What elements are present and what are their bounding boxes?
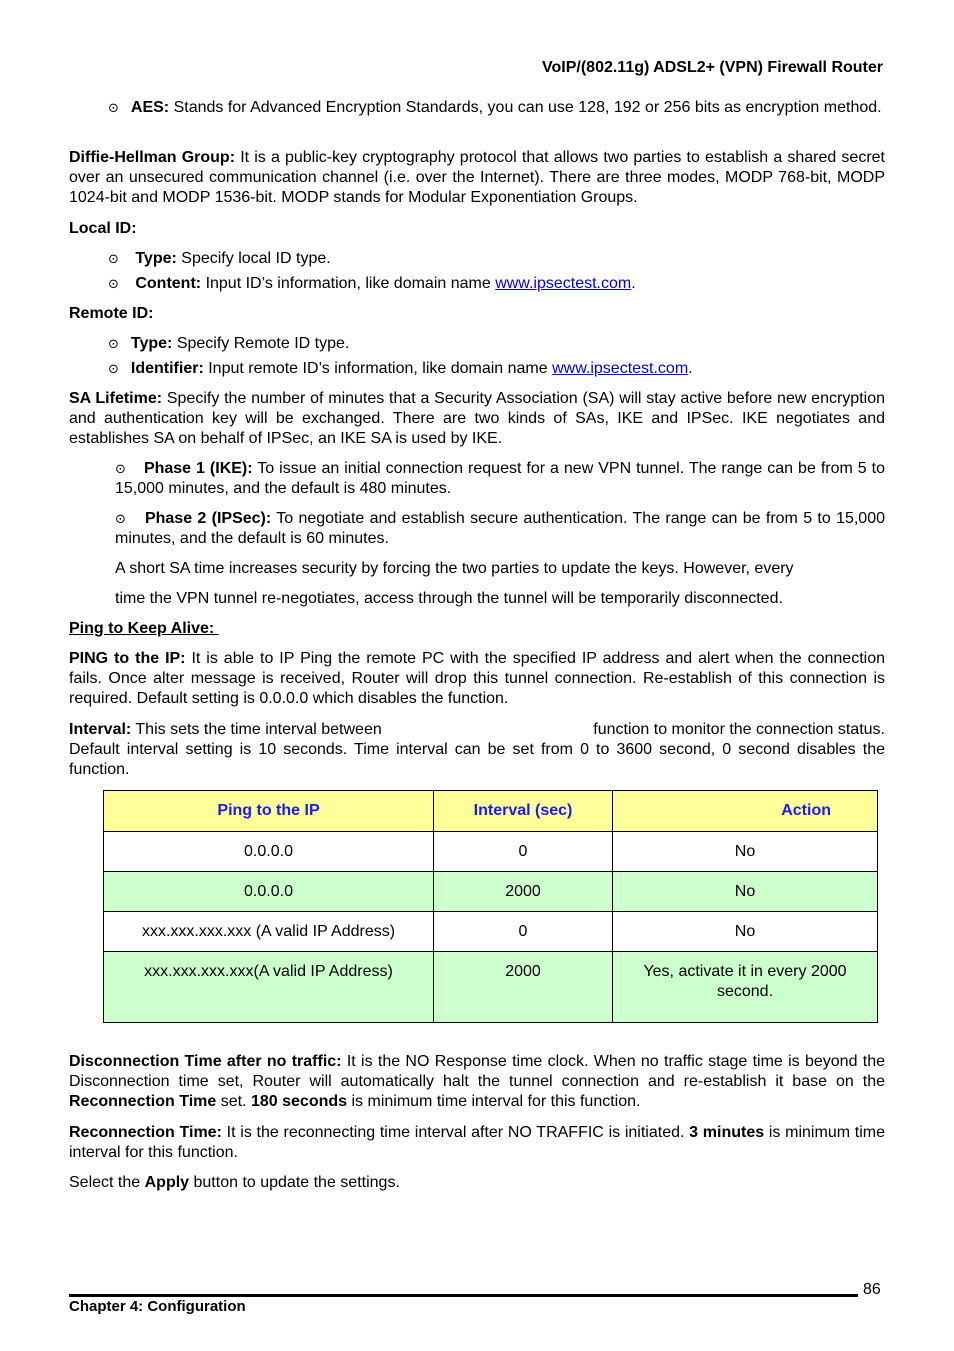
table-header-interval: Interval (sec) [434, 791, 613, 832]
local-id-content-item [108, 274, 636, 294]
table-cell-interval: 0 [434, 832, 613, 872]
disconnect-paragraph [69, 1052, 885, 1112]
reconnect-bold-minutes: 3 minutes [689, 1124, 765, 1141]
dh-paragraph [69, 148, 885, 208]
apply-bold: Apply [144, 1174, 190, 1191]
local-id-type-label: Type: [135, 250, 177, 267]
remote-id-heading: Remote ID: [69, 305, 154, 322]
table-row [104, 952, 878, 1023]
bullet-icon: ⊙ [108, 276, 119, 291]
table-cell-interval: 0 [434, 912, 613, 952]
interval-part2: function to monitor the connection status. [593, 721, 885, 738]
local-id-content-text: Input ID’s information, like domain name [205, 275, 496, 292]
ping-heading [69, 619, 219, 639]
table-cell-ip: 0.0.0.0 [104, 872, 434, 912]
table-cell-action: Yes, activate it in every 2000 second. [613, 952, 878, 1023]
ping-ip-paragraph [69, 649, 885, 709]
interval-line1-start [69, 720, 382, 740]
remote-id-type-label: Type: [130, 335, 173, 352]
bullet-icon: ⊙ [108, 336, 119, 351]
bullet-icon: ⊙ [115, 511, 126, 526]
table-cell-ip: xxx.xxx.xxx.xxx(A valid IP Address) [104, 952, 434, 1023]
remote-id-type-item [108, 334, 349, 354]
remote-id-type-text: Specify Remote ID type. [176, 335, 350, 352]
page-number: 86 [863, 1281, 881, 1298]
interval-label: Interval: [69, 721, 132, 738]
bullet-icon: ⊙ [115, 461, 126, 476]
footer-chapter: Chapter 4: Configuration [69, 1298, 246, 1315]
dh-label: Diffie-Hellman Group: [69, 149, 236, 166]
aes-paragraph [108, 98, 885, 118]
disconnect-text: It is the NO Response time clock. When no traffic stage time is beyond the Disconnection time set, Router will automatically halt the tunnel connection and re-establish it base on the [69, 1053, 886, 1090]
sa-label: SA Lifetime: [69, 390, 163, 407]
interval-part1: This sets the time interval between [135, 721, 382, 738]
page-header-title: VoIP/(802.11g) ADSL2+ (VPN) Firewall Router [542, 59, 883, 76]
table-cell-interval: 2000 [434, 952, 613, 1023]
sa-paragraph [69, 389, 885, 449]
disconnect-bold-seconds: 180 seconds [250, 1093, 348, 1110]
ping-ip-label: PING to the IP: [69, 650, 186, 667]
table-row [104, 912, 878, 952]
remote-id-identifier-item [108, 359, 693, 379]
period: . [631, 275, 636, 292]
phase2-text: To negotiate and establish secure authentication. The range can be from 5 to 15,000 minutes, and the default is 60 minutes. [115, 510, 886, 547]
ping-ip-text: It is able to IP Ping the remote PC with the specified IP address and alert when the connection fails. Once alter message is received, Router will drop this tunnel connection. Re-establish of this connection is required. Default setting is 0.0.0.0 which disables the function. [69, 650, 886, 707]
disconnect-text: set. [216, 1093, 251, 1110]
table-cell-ip: 0.0.0.0 [104, 832, 434, 872]
remote-id-domain-link[interactable]: www.ipsectest.com [552, 360, 689, 377]
ping-heading-text: Ping to Keep Alive: [69, 620, 215, 637]
disconnect-label: Disconnection Time after no traffic: [69, 1053, 342, 1070]
apply-paragraph [69, 1173, 400, 1193]
reconnect-text: It is the reconnecting time interval after NO TRAFFIC is initiated. [226, 1124, 690, 1141]
aes-text: Stands for Advanced Encryption Standards, you can use 128, 192 or 256 bits as encryption method. [173, 99, 882, 116]
reconnect-text: is minimum time interval for this function. [69, 1124, 885, 1161]
aes-label: AES: [130, 99, 170, 116]
bullet-icon: ⊙ [108, 361, 119, 376]
table-header-ping-ip: Ping to the IP [104, 791, 434, 832]
table-cell-interval: 2000 [434, 872, 613, 912]
remote-id-identifier-label: Identifier: [130, 360, 204, 377]
local-id-type-text: Specify local ID type. [181, 250, 331, 267]
table-header-action [613, 791, 878, 832]
phase1-text: To issue an initial connection request for a new VPN tunnel. The range can be from 5 to 15,000 minutes, and the default is 480 minutes. [115, 460, 886, 497]
table-row [104, 872, 878, 912]
table-cell-action: No [613, 872, 878, 912]
ping-settings-table [103, 790, 878, 1023]
phase2-paragraph [115, 509, 885, 549]
table-row [104, 832, 878, 872]
sa-note-line2: time the VPN tunnel re-negotiates, access through the tunnel will be temporarily disconnected. [115, 590, 783, 607]
local-id-content-label: Content: [135, 275, 202, 292]
apply-text: Select the [69, 1174, 145, 1191]
reconnect-label: Reconnection Time: [69, 1124, 222, 1141]
interval-rest: Default interval setting is 10 seconds. Time interval can be set from 0 to 3600 second, 0 second disables the function. [69, 741, 885, 778]
table-cell-action: No [613, 912, 878, 952]
phase2-label: Phase 2 (IPSec): [144, 510, 272, 527]
remote-id-identifier-text: Input remote ID’s information, like domain name [208, 360, 553, 377]
dh-text: It is a public-key cryptography protocol that allows two parties to establish a shared secret over an unsecured communication channel (i.e. over the Internet). There are three modes, MODP 768-bit, MODP 1024-bit and MODP 1536-bit. MODP stands for Modular Exponentiation Groups. [69, 149, 885, 206]
reconnect-paragraph [69, 1123, 885, 1163]
local-id-heading: Local ID: [69, 220, 137, 237]
sa-text: Specify the number of minutes that a Security Association (SA) will stay active before new encryption and authentication key will be exchanged. There are two kinds of SAs, IKE and IPSec. IKE negotiates and establishes SA on behalf of IPSec, an IKE SA is used by IKE. [69, 390, 885, 447]
bullet-icon: ⊙ [108, 251, 119, 266]
disconnect-text: is minimum time interval for this function. [347, 1093, 641, 1110]
table-cell-ip: xxx.xxx.xxx.xxx (A valid IP Address) [104, 912, 434, 952]
apply-text: button to update the settings. [189, 1174, 400, 1191]
phase1-label: Phase 1 (IKE): [143, 460, 253, 477]
sa-note-line1: A short SA time increases security by forcing the two parties to update the keys. However, every [115, 560, 794, 577]
table-header-row [104, 791, 878, 832]
disconnect-bold-reconnection: Reconnection Time [69, 1093, 217, 1110]
table-cell-action: No [613, 832, 878, 872]
local-id-type-item [108, 249, 331, 269]
local-id-domain-link[interactable]: www.ipsectest.com [495, 275, 632, 292]
phase1-paragraph [115, 459, 885, 499]
period: . [688, 360, 693, 377]
bullet-icon: ⊙ [108, 100, 119, 115]
table-header-action-text: Action [781, 802, 831, 819]
